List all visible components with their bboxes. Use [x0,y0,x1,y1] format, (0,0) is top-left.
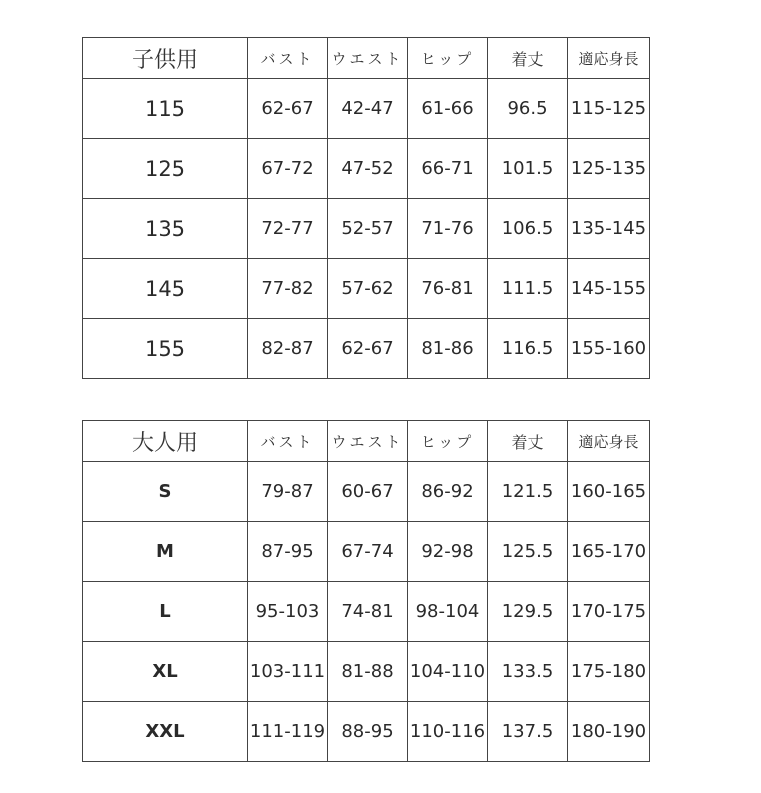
waist-value: 57-62 [328,259,408,319]
waist-value: 60-67 [328,462,408,522]
height-value: 155-160 [568,319,650,379]
table-title: 子供用 [83,38,248,79]
size-label: XL [83,642,248,702]
header-height: 適応身長 [568,38,650,79]
header-bust: バスト [248,38,328,79]
length-value: 129.5 [488,582,568,642]
size-label: 155 [83,319,248,379]
length-value: 116.5 [488,319,568,379]
header-length: 着丈 [488,38,568,79]
hip-value: 86-92 [408,462,488,522]
height-value: 165-170 [568,522,650,582]
kids-size-table [82,37,650,379]
hip-value: 104-110 [408,642,488,702]
waist-value: 81-88 [328,642,408,702]
hip-value: 61-66 [408,79,488,139]
size-label: 115 [83,79,248,139]
table-row [83,259,650,319]
size-label: M [83,522,248,582]
table-row [83,199,650,259]
header-hip: ヒップ [408,38,488,79]
length-value: 96.5 [488,79,568,139]
table-row [83,582,650,642]
bust-value: 103-111 [248,642,328,702]
waist-value: 67-74 [328,522,408,582]
table-row [83,522,650,582]
size-label: XXL [83,702,248,762]
bust-value: 72-77 [248,199,328,259]
bust-value: 87-95 [248,522,328,582]
waist-value: 62-67 [328,319,408,379]
table-header-row [83,421,650,462]
header-hip: ヒップ [408,421,488,462]
length-value: 101.5 [488,139,568,199]
header-waist: ウエスト [328,38,408,79]
bust-value: 62-67 [248,79,328,139]
height-value: 135-145 [568,199,650,259]
adult-size-table [82,420,650,762]
hip-value: 92-98 [408,522,488,582]
size-label: 145 [83,259,248,319]
size-label: 125 [83,139,248,199]
size-label: L [83,582,248,642]
bust-value: 67-72 [248,139,328,199]
table-row [83,319,650,379]
waist-value: 52-57 [328,199,408,259]
hip-value: 98-104 [408,582,488,642]
waist-value: 42-47 [328,79,408,139]
bust-value: 82-87 [248,319,328,379]
height-value: 170-175 [568,582,650,642]
table-header-row [83,38,650,79]
length-value: 125.5 [488,522,568,582]
hip-value: 76-81 [408,259,488,319]
hip-value: 110-116 [408,702,488,762]
waist-value: 47-52 [328,139,408,199]
height-value: 115-125 [568,79,650,139]
hip-value: 71-76 [408,199,488,259]
table-row [83,702,650,762]
hip-value: 81-86 [408,319,488,379]
length-value: 121.5 [488,462,568,522]
waist-value: 88-95 [328,702,408,762]
length-value: 137.5 [488,702,568,762]
size-label: 135 [83,199,248,259]
header-bust: バスト [248,421,328,462]
length-value: 133.5 [488,642,568,702]
height-value: 180-190 [568,702,650,762]
length-value: 106.5 [488,199,568,259]
height-value: 145-155 [568,259,650,319]
bust-value: 111-119 [248,702,328,762]
table-row [83,139,650,199]
bust-value: 77-82 [248,259,328,319]
bust-value: 95-103 [248,582,328,642]
header-height: 適応身長 [568,421,650,462]
table-title: 大人用 [83,421,248,462]
height-value: 125-135 [568,139,650,199]
header-waist: ウエスト [328,421,408,462]
hip-value: 66-71 [408,139,488,199]
bust-value: 79-87 [248,462,328,522]
length-value: 111.5 [488,259,568,319]
height-value: 175-180 [568,642,650,702]
waist-value: 74-81 [328,582,408,642]
size-label: S [83,462,248,522]
table-row [83,79,650,139]
table-row [83,642,650,702]
header-length: 着丈 [488,421,568,462]
height-value: 160-165 [568,462,650,522]
table-row [83,462,650,522]
